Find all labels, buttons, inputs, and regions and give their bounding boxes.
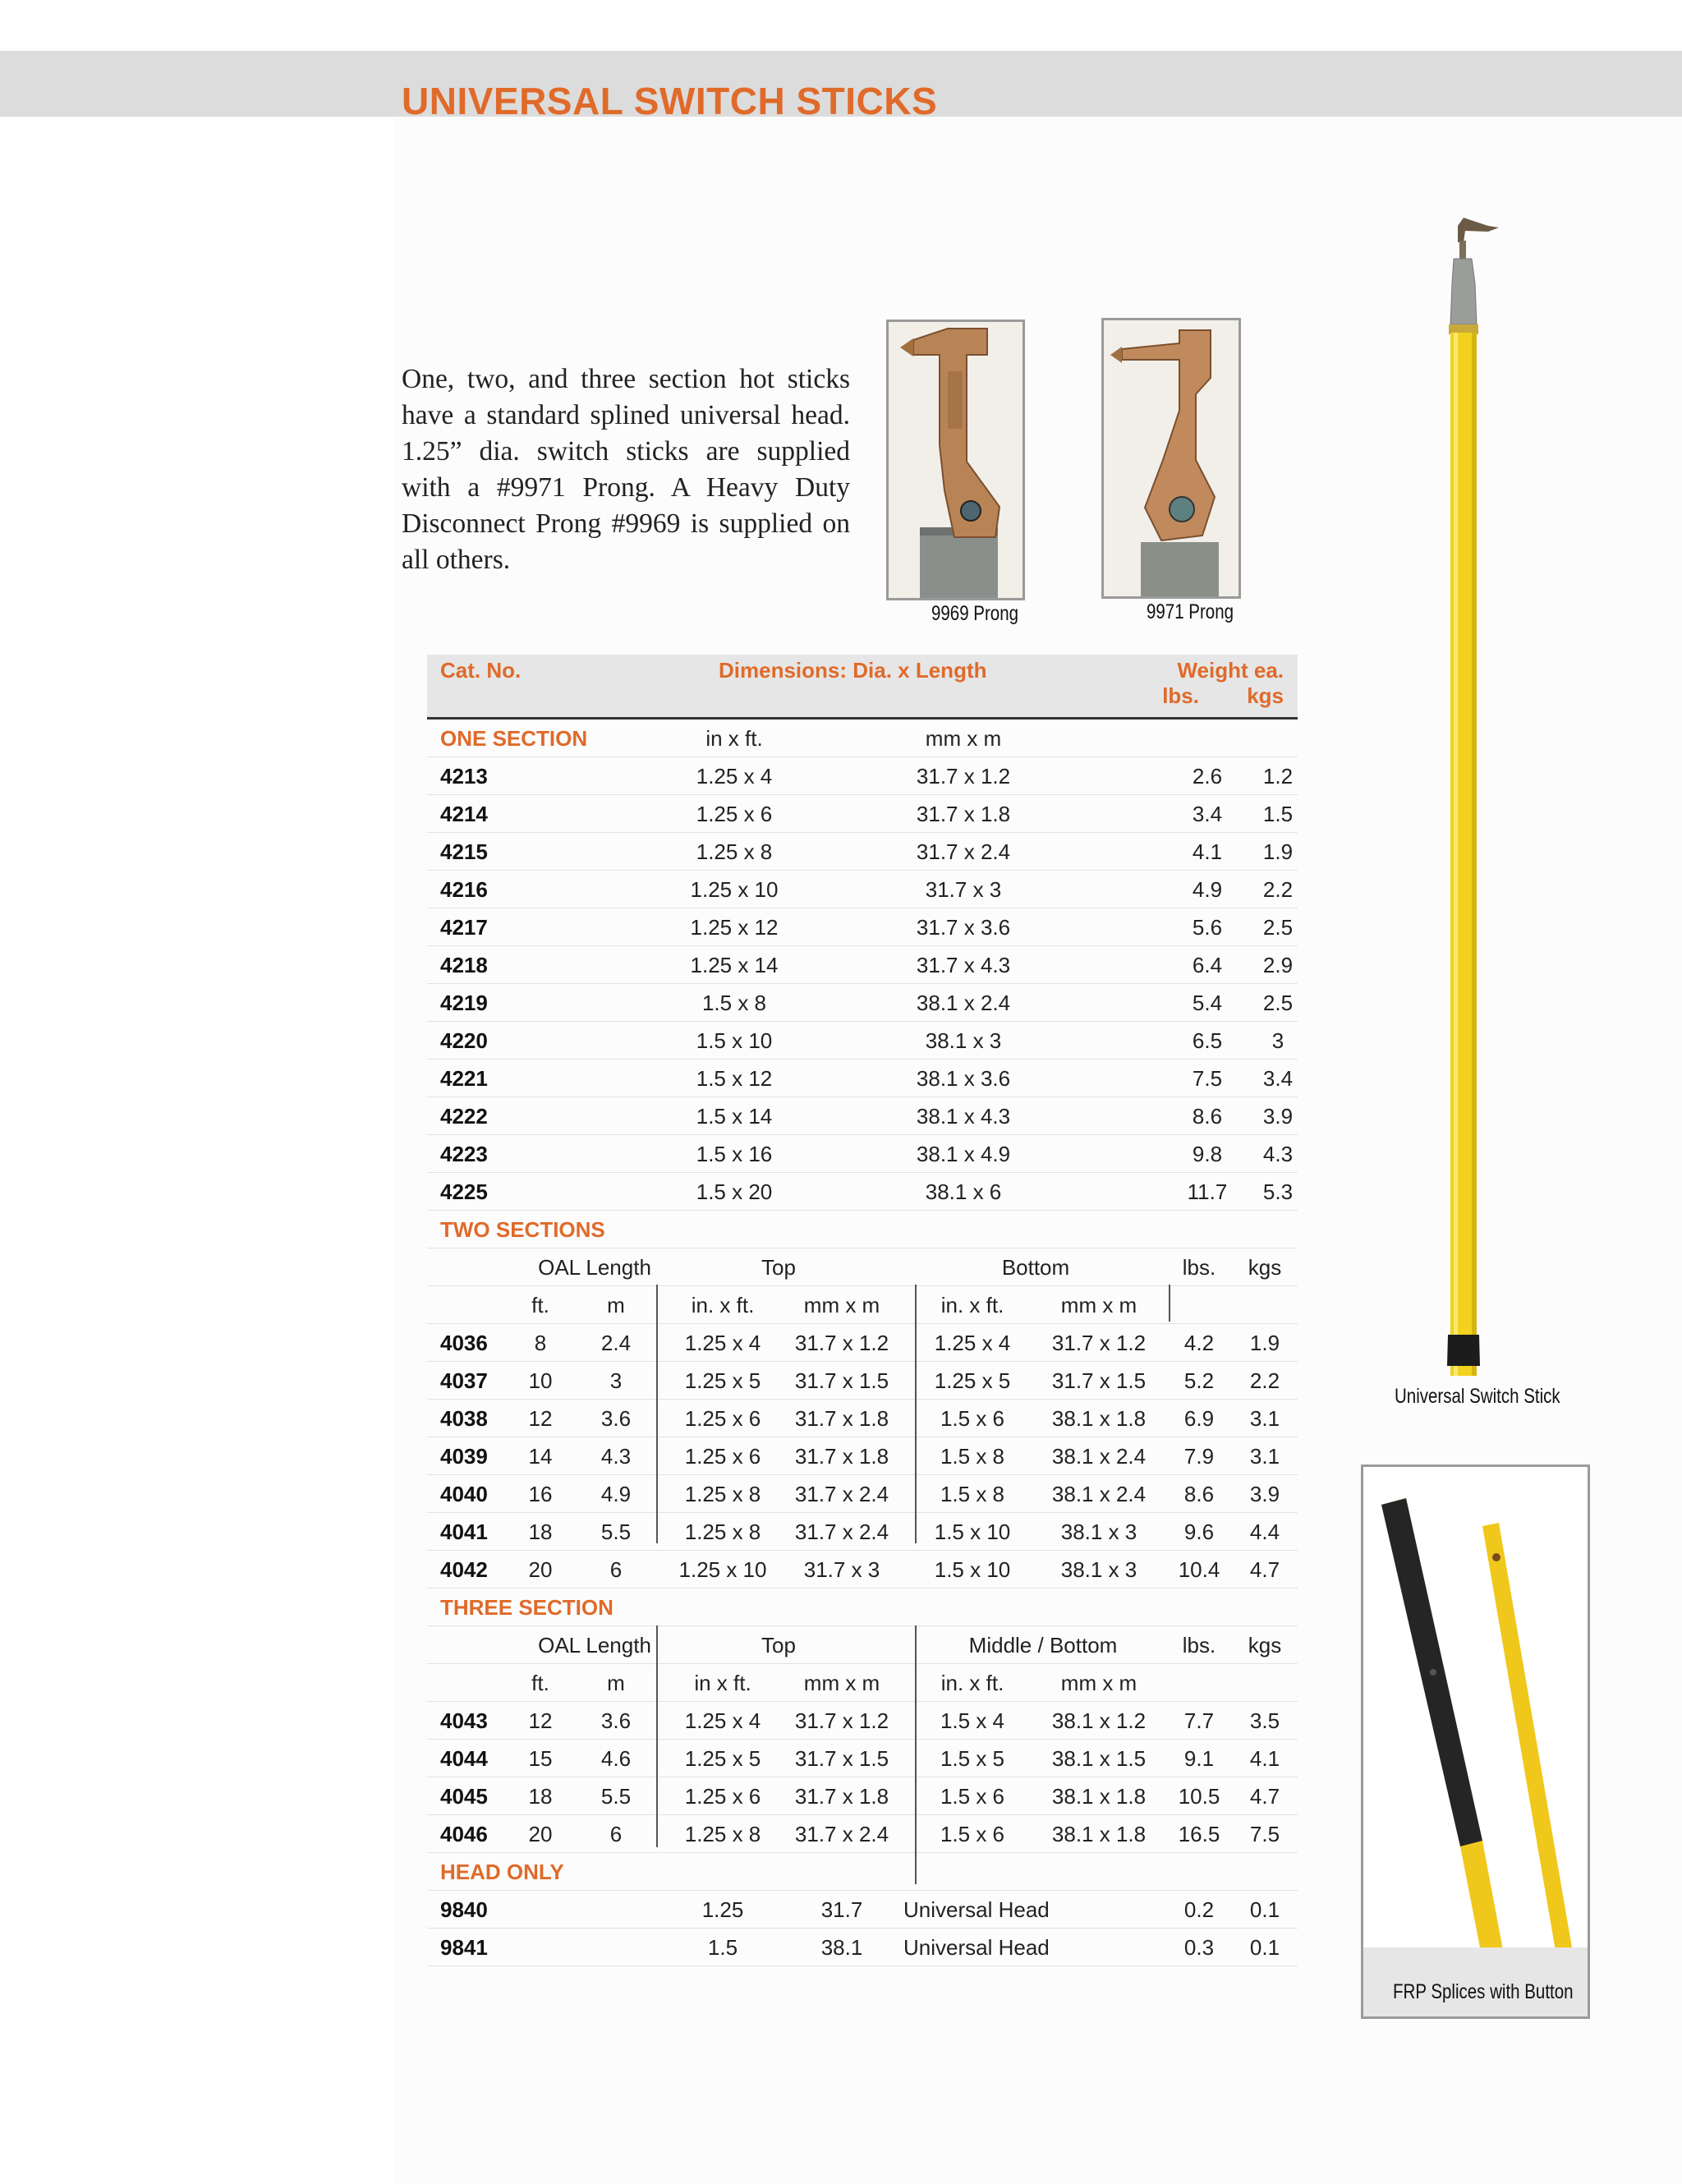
weight-lbs-cell: 8.6 xyxy=(1183,1482,1215,1506)
table-row xyxy=(427,1097,1298,1135)
weight-lbs-cell: 6.9 xyxy=(1183,1406,1215,1431)
bottom-mm-cell: 38.1 x 2.4 xyxy=(1051,1482,1147,1506)
table-row xyxy=(427,1362,1298,1400)
oal-ft-cell: 10 xyxy=(528,1368,553,1393)
table-row xyxy=(427,1513,1298,1551)
dim-in-cell: 1.5 x 12 xyxy=(696,1066,773,1091)
col-header: in. x ft. xyxy=(691,1293,755,1317)
cat-no-cell: 4217 xyxy=(440,915,488,940)
oal-ft-cell: 14 xyxy=(528,1444,553,1469)
three-section-rows xyxy=(427,1702,1298,1853)
table-row xyxy=(427,1702,1298,1740)
dim-in-cell: 1.5 x 8 xyxy=(701,991,767,1015)
col-header: mm x m xyxy=(1060,1293,1137,1317)
bottom-in-cell: 1.5 x 6 xyxy=(940,1822,1005,1846)
prong-9969-photo xyxy=(886,320,1025,600)
oal-ft-cell: 18 xyxy=(528,1520,553,1544)
cat-no-cell: 4042 xyxy=(440,1557,488,1582)
table-row xyxy=(427,1891,1298,1929)
section-label: THREE SECTION xyxy=(440,1595,614,1620)
bottom-in-cell: 1.5 x 10 xyxy=(934,1520,1011,1544)
dim-mm-cell: 31.7 x 1.2 xyxy=(916,764,1011,789)
three-section-block xyxy=(427,1589,1298,1853)
top-in-cell: 1.25 x 5 xyxy=(684,1746,761,1771)
head-only-rows xyxy=(427,1891,1298,1966)
weight-lbs-cell: 7.9 xyxy=(1183,1444,1215,1469)
weight-lbs-cell: 4.2 xyxy=(1183,1331,1215,1355)
weight-kgs-cell: 4.7 xyxy=(1249,1784,1280,1809)
bottom-in-cell: 1.5 x 6 xyxy=(940,1406,1005,1431)
cat-no-cell: 4040 xyxy=(440,1482,488,1506)
column-divider xyxy=(656,1285,658,1543)
section-row xyxy=(427,720,1298,757)
oal-m-cell: 6 xyxy=(609,1557,623,1582)
cat-no-cell: 4220 xyxy=(440,1028,488,1053)
switch-stick-illustration xyxy=(1413,209,1519,1376)
weight-kgs-cell: 2.2 xyxy=(1249,1368,1280,1393)
top-in-cell: 1.25 x 10 xyxy=(678,1557,767,1582)
bottom-in-cell: 1.25 x 4 xyxy=(934,1331,1011,1355)
top-mm-cell: 31.7 x 1.2 xyxy=(794,1708,889,1733)
weight-lbs-cell: 5.6 xyxy=(1192,915,1223,940)
table-row xyxy=(427,1135,1298,1173)
weight-kgs-cell: 4.1 xyxy=(1249,1746,1280,1771)
cat-no-cell: 4044 xyxy=(440,1746,488,1771)
frp-splices-photo xyxy=(1361,1464,1590,2019)
top-in-cell: 1.25 x 4 xyxy=(684,1708,761,1733)
dia-mm-cell: 38.1 xyxy=(820,1935,863,1960)
prong-9971-caption: 9971 Prong xyxy=(1147,600,1234,623)
bottom-in-cell: 1.5 x 6 xyxy=(940,1784,1005,1809)
prong-9969-illustration xyxy=(889,322,1023,598)
weight-lbs-cell: 3.4 xyxy=(1192,802,1223,826)
weight-kgs-cell: 5.3 xyxy=(1262,1179,1294,1204)
oal-ft-cell: 18 xyxy=(528,1784,553,1809)
col-header: mm x m xyxy=(803,1293,880,1317)
col-header: OAL Length xyxy=(538,1633,651,1658)
oal-ft-cell: 20 xyxy=(528,1557,553,1582)
table-row xyxy=(427,1437,1298,1475)
bottom-mm-cell: 38.1 x 1.5 xyxy=(1051,1746,1147,1771)
section-label: ONE SECTION xyxy=(440,726,588,751)
oal-m-cell: 3 xyxy=(609,1368,623,1393)
top-in-cell: 1.25 x 8 xyxy=(684,1482,761,1506)
column-divider xyxy=(656,1625,658,1847)
catalog-table xyxy=(427,655,1298,1966)
intro-paragraph: One, two, and three section hot sticks have a standard splined universal head. 1.25” dia. switch sticks are supplied with a #9971 Prong. A Heavy Duty Disconnect Prong #9969 is supplied on all others. xyxy=(402,364,850,575)
dim-mm-cell: 38.1 x 4.3 xyxy=(916,1104,1011,1129)
oal-m-cell: 5.5 xyxy=(600,1784,632,1809)
switch-stick-caption: Universal Switch Stick xyxy=(1395,1385,1560,1408)
two-section-rows xyxy=(427,1324,1298,1589)
weight-kgs-cell: 2.5 xyxy=(1262,915,1294,940)
weight-lbs-cell: 6.4 xyxy=(1192,953,1223,977)
weight-kgs-cell: 4.3 xyxy=(1262,1142,1294,1166)
bottom-in-cell: 1.5 x 8 xyxy=(940,1444,1005,1469)
col-header: in. x ft. xyxy=(940,1293,1004,1317)
bottom-mm-cell: 38.1 x 1.2 xyxy=(1051,1708,1147,1733)
description-cell: Universal Head xyxy=(903,1935,1050,1960)
table-row xyxy=(427,795,1298,833)
frp-splices-caption: FRP Splices with Button xyxy=(1393,1980,1574,2003)
cat-no-cell: 9840 xyxy=(440,1897,488,1922)
cat-no-cell: 4215 xyxy=(440,839,488,864)
weight-lbs-cell: 9.6 xyxy=(1183,1520,1215,1544)
cat-no-cell: 4219 xyxy=(440,991,488,1015)
top-mm-cell: 31.7 x 2.4 xyxy=(794,1822,889,1846)
top-in-cell: 1.25 x 8 xyxy=(684,1822,761,1846)
cat-no-cell: 4039 xyxy=(440,1444,488,1469)
oal-m-cell: 2.4 xyxy=(600,1331,632,1355)
cat-no-cell: 4213 xyxy=(440,764,488,789)
dim-in-cell: 1.25 x 12 xyxy=(690,915,779,940)
header-cat-no: Cat. No. xyxy=(440,658,522,683)
dia-in-cell: 1.25 xyxy=(701,1897,744,1922)
weight-lbs-cell: 9.8 xyxy=(1192,1142,1223,1166)
top-mm-cell: 31.7 x 3 xyxy=(803,1557,880,1582)
dim-mm-cell: 38.1 x 3.6 xyxy=(916,1066,1011,1091)
cat-no-cell: 4222 xyxy=(440,1104,488,1129)
col-header: m xyxy=(607,1671,625,1695)
top-mm-cell: 31.7 x 1.2 xyxy=(794,1331,889,1355)
col-header: Middle / Bottom xyxy=(968,1633,1118,1658)
top-mm-cell: 31.7 x 1.8 xyxy=(794,1406,889,1431)
header-dimensions: Dimensions: Dia. x Length xyxy=(719,658,987,683)
weight-lbs-cell: 10.4 xyxy=(1178,1557,1220,1582)
top-in-cell: 1.25 x 6 xyxy=(684,1406,761,1431)
weight-kgs-cell: 2.2 xyxy=(1262,877,1294,902)
dim-mm-cell: 31.7 x 4.3 xyxy=(916,953,1011,977)
weight-kgs-cell: 2.5 xyxy=(1262,991,1294,1015)
dim-in-cell: 1.5 x 14 xyxy=(696,1104,773,1129)
top-mm-cell: 31.7 x 1.5 xyxy=(794,1368,889,1393)
cat-no-cell: 4036 xyxy=(440,1331,488,1355)
col-header: kgs xyxy=(1248,1255,1282,1280)
top-in-cell: 1.25 x 6 xyxy=(684,1784,761,1809)
col-header: Top xyxy=(761,1633,796,1658)
table-row xyxy=(427,1740,1298,1777)
col-header: in x ft. xyxy=(694,1671,751,1695)
bottom-mm-cell: 38.1 x 1.8 xyxy=(1051,1784,1147,1809)
col-header: in. x ft. xyxy=(940,1671,1004,1695)
weight-kgs-cell: 3.5 xyxy=(1249,1708,1280,1733)
dim-mm-cell: 31.7 x 3.6 xyxy=(916,915,1011,940)
cat-no-cell: 4218 xyxy=(440,953,488,977)
col-header: ft. xyxy=(531,1671,549,1695)
subheader-row xyxy=(427,1248,1298,1286)
weight-lbs-cell: 9.1 xyxy=(1183,1746,1215,1771)
cat-no-cell: 9841 xyxy=(440,1935,488,1960)
top-in-cell: 1.25 x 4 xyxy=(684,1331,761,1355)
table-row xyxy=(427,1929,1298,1966)
col-header: m xyxy=(607,1293,625,1317)
oal-ft-cell: 15 xyxy=(528,1746,553,1771)
unit-label: in x ft. xyxy=(705,726,763,751)
table-row xyxy=(427,1400,1298,1437)
weight-kgs-cell: 1.9 xyxy=(1262,839,1294,864)
oal-ft-cell: 12 xyxy=(528,1708,553,1733)
bottom-mm-cell: 38.1 x 1.8 xyxy=(1051,1406,1147,1431)
oal-m-cell: 4.6 xyxy=(600,1746,632,1771)
frp-splices-illustration xyxy=(1363,1467,1588,2016)
dia-mm-cell: 31.7 xyxy=(820,1897,863,1922)
dim-mm-cell: 31.7 x 2.4 xyxy=(916,839,1011,864)
subheader-row xyxy=(427,1626,1298,1664)
weight-kgs-cell: 1.5 xyxy=(1262,802,1294,826)
subheader-row xyxy=(427,1286,1298,1324)
bottom-in-cell: 1.5 x 8 xyxy=(940,1482,1005,1506)
dim-in-cell: 1.25 x 4 xyxy=(696,764,773,789)
weight-kgs-cell: 0.1 xyxy=(1249,1897,1280,1922)
table-row xyxy=(427,1022,1298,1060)
oal-m-cell: 4.9 xyxy=(600,1482,632,1506)
cat-no-cell: 4221 xyxy=(440,1066,488,1091)
cat-no-cell: 4038 xyxy=(440,1406,488,1431)
weight-kgs-cell: 1.9 xyxy=(1249,1331,1280,1355)
weight-lbs-cell: 2.6 xyxy=(1192,764,1223,789)
oal-ft-cell: 16 xyxy=(528,1482,553,1506)
table-row xyxy=(427,908,1298,946)
subheader-row xyxy=(427,1664,1298,1702)
prong-9971-photo xyxy=(1101,318,1241,599)
dim-in-cell: 1.25 x 10 xyxy=(690,877,779,902)
bottom-in-cell: 1.5 x 5 xyxy=(940,1746,1005,1771)
top-mm-cell: 31.7 x 1.8 xyxy=(794,1784,889,1809)
table-row xyxy=(427,871,1298,908)
oal-m-cell: 4.3 xyxy=(600,1444,632,1469)
bottom-mm-cell: 31.7 x 1.2 xyxy=(1051,1331,1147,1355)
dim-mm-cell: 31.7 x 3 xyxy=(925,877,1002,902)
cat-no-cell: 4037 xyxy=(440,1368,488,1393)
oal-ft-cell: 8 xyxy=(534,1331,547,1355)
table-row xyxy=(427,984,1298,1022)
col-header: lbs. xyxy=(1182,1255,1216,1280)
bottom-in-cell: 1.25 x 5 xyxy=(934,1368,1011,1393)
col-header: OAL Length xyxy=(538,1255,651,1280)
dim-in-cell: 1.5 x 16 xyxy=(696,1142,773,1166)
section-row xyxy=(427,1211,1298,1248)
weight-lbs-cell: 4.1 xyxy=(1192,839,1223,864)
table-row xyxy=(427,757,1298,795)
cat-no-cell: 4043 xyxy=(440,1708,488,1733)
cat-no-cell: 4225 xyxy=(440,1179,488,1204)
dim-mm-cell: 31.7 x 1.8 xyxy=(916,802,1011,826)
weight-kgs-cell: 2.9 xyxy=(1262,953,1294,977)
weight-kgs-cell: 3.1 xyxy=(1249,1406,1280,1431)
top-in-cell: 1.25 x 5 xyxy=(684,1368,761,1393)
weight-lbs-cell: 11.7 xyxy=(1187,1179,1228,1204)
weight-kgs-cell: 4.7 xyxy=(1249,1557,1280,1582)
cat-no-cell: 4046 xyxy=(440,1822,488,1846)
bottom-mm-cell: 38.1 x 3 xyxy=(1060,1557,1137,1582)
cat-no-cell: 4216 xyxy=(440,877,488,902)
section-row xyxy=(427,1853,1298,1891)
cat-no-cell: 4041 xyxy=(440,1520,488,1544)
top-in-cell: 1.25 x 6 xyxy=(684,1444,761,1469)
two-sections-block xyxy=(427,1211,1298,1589)
weight-kgs-cell: 0.1 xyxy=(1249,1935,1280,1960)
weight-lbs-cell: 10.5 xyxy=(1178,1784,1220,1809)
table-row xyxy=(427,946,1298,984)
oal-m-cell: 3.6 xyxy=(600,1406,632,1431)
top-in-cell: 1.25 x 8 xyxy=(684,1520,761,1544)
col-header: lbs. xyxy=(1182,1633,1216,1658)
col-header: mm x m xyxy=(1060,1671,1137,1695)
bottom-mm-cell: 38.1 x 2.4 xyxy=(1051,1444,1147,1469)
weight-lbs-cell: 4.9 xyxy=(1192,877,1223,902)
bottom-mm-cell: 31.7 x 1.5 xyxy=(1051,1368,1147,1393)
weight-kgs-cell: 3.9 xyxy=(1249,1482,1280,1506)
section-label: HEAD ONLY xyxy=(440,1860,564,1884)
section-row xyxy=(427,1589,1298,1626)
weight-lbs-cell: 8.6 xyxy=(1192,1104,1223,1129)
table-row xyxy=(427,1173,1298,1211)
weight-lbs-cell: 7.7 xyxy=(1183,1708,1215,1733)
top-mm-cell: 31.7 x 1.5 xyxy=(794,1746,889,1771)
table-row xyxy=(427,1475,1298,1513)
weight-lbs-cell: 5.4 xyxy=(1192,991,1223,1015)
oal-ft-cell: 20 xyxy=(528,1822,553,1846)
col-header: Top xyxy=(761,1255,796,1280)
table-row xyxy=(427,1060,1298,1097)
description-cell: Universal Head xyxy=(903,1897,1050,1922)
dim-mm-cell: 38.1 x 6 xyxy=(925,1179,1002,1204)
bottom-mm-cell: 38.1 x 3 xyxy=(1060,1520,1137,1544)
weight-lbs-cell: 0.3 xyxy=(1183,1935,1215,1960)
one-section-rows xyxy=(427,757,1298,1211)
weight-lbs-cell: 16.5 xyxy=(1178,1822,1220,1846)
weight-kgs-cell: 4.4 xyxy=(1249,1520,1280,1544)
cat-no-cell: 4045 xyxy=(440,1784,488,1809)
weight-lbs-cell: 7.5 xyxy=(1192,1066,1223,1091)
top-mm-cell: 31.7 x 1.8 xyxy=(794,1444,889,1469)
header-kgs: kgs xyxy=(1247,683,1284,708)
dim-mm-cell: 38.1 x 2.4 xyxy=(916,991,1011,1015)
oal-ft-cell: 12 xyxy=(528,1406,553,1431)
weight-lbs-cell: 0.2 xyxy=(1183,1897,1215,1922)
column-divider xyxy=(1169,1285,1170,1322)
unit-label: mm x m xyxy=(925,726,1002,751)
oal-m-cell: 3.6 xyxy=(600,1708,632,1733)
col-header: ft. xyxy=(531,1293,549,1317)
dim-in-cell: 1.5 x 20 xyxy=(696,1179,773,1204)
table-header xyxy=(427,655,1298,720)
oal-m-cell: 5.5 xyxy=(600,1520,632,1544)
dim-in-cell: 1.5 x 10 xyxy=(696,1028,773,1053)
weight-kgs-cell: 1.2 xyxy=(1262,764,1294,789)
table-row xyxy=(427,833,1298,871)
weight-kgs-cell: 3.4 xyxy=(1262,1066,1294,1091)
table-row xyxy=(427,1815,1298,1853)
prong-9969-caption: 9969 Prong xyxy=(931,602,1019,625)
dim-mm-cell: 38.1 x 4.9 xyxy=(916,1142,1011,1166)
bottom-mm-cell: 38.1 x 1.8 xyxy=(1051,1822,1147,1846)
weight-kgs-cell: 7.5 xyxy=(1249,1822,1280,1846)
table-row xyxy=(427,1777,1298,1815)
header-weight: Weight ea. xyxy=(1177,658,1284,683)
dim-in-cell: 1.25 x 8 xyxy=(696,839,773,864)
section-label: TWO SECTIONS xyxy=(440,1217,605,1242)
top-mm-cell: 31.7 x 2.4 xyxy=(794,1520,889,1544)
weight-lbs-cell: 5.2 xyxy=(1183,1368,1215,1393)
col-header: kgs xyxy=(1248,1633,1282,1658)
weight-kgs-cell: 3.1 xyxy=(1249,1444,1280,1469)
weight-kgs-cell: 3.9 xyxy=(1262,1104,1294,1129)
column-divider xyxy=(915,1285,917,1543)
weight-kgs-cell: 3 xyxy=(1271,1028,1284,1053)
dim-in-cell: 1.25 x 6 xyxy=(696,802,773,826)
dim-in-cell: 1.25 x 14 xyxy=(690,953,779,977)
page-title: UNIVERSAL SWITCH STICKS xyxy=(402,80,938,122)
column-divider xyxy=(915,1625,917,1884)
top-mm-cell: 31.7 x 2.4 xyxy=(794,1482,889,1506)
cat-no-cell: 4214 xyxy=(440,802,488,826)
dim-mm-cell: 38.1 x 3 xyxy=(925,1028,1002,1053)
table-row xyxy=(427,1551,1298,1589)
table-row xyxy=(427,1324,1298,1362)
bottom-in-cell: 1.5 x 10 xyxy=(934,1557,1011,1582)
bottom-in-cell: 1.5 x 4 xyxy=(940,1708,1005,1733)
col-header: mm x m xyxy=(803,1671,880,1695)
header-lbs: lbs. xyxy=(1162,683,1199,708)
prong-9971-illustration xyxy=(1104,320,1239,596)
col-header: Bottom xyxy=(1001,1255,1070,1280)
weight-lbs-cell: 6.5 xyxy=(1192,1028,1223,1053)
dia-in-cell: 1.5 xyxy=(707,1935,738,1960)
cat-no-cell: 4223 xyxy=(440,1142,488,1166)
oal-m-cell: 6 xyxy=(609,1822,623,1846)
